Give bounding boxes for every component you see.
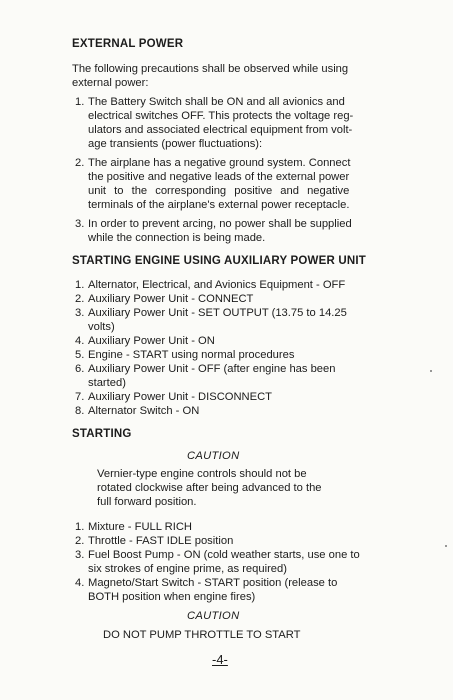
list-number: 5. <box>75 349 85 361</box>
list-item-line: the positive and negative leads of the external power <box>88 171 350 183</box>
scan-speck <box>430 370 432 372</box>
list-item-line: Alternator Switch - ON <box>88 405 200 417</box>
list-number: 4. <box>75 335 85 347</box>
list-item-line: while the connection is being made. <box>88 232 266 244</box>
list-number: 2. <box>75 157 85 169</box>
list-item-line: BOTH position when engine fires) <box>88 591 256 603</box>
list-item-line: Auxiliary Power Unit - OFF (after engine has been <box>88 363 336 375</box>
list-number: 8. <box>75 405 85 417</box>
list-item-line: Mixture - FULL RICH <box>88 521 193 533</box>
caution-label: CAUTION <box>187 610 240 622</box>
caution-text-line: full forward position. <box>97 496 197 508</box>
caution-text-line: Vernier-type engine controls should not be <box>97 468 307 480</box>
list-item-line: six strokes of engine prime, as required) <box>88 563 287 575</box>
list-item-line: Auxiliary Power Unit - SET OUTPUT (13.75 to 14.25 <box>88 307 347 319</box>
list-number: 7. <box>75 391 85 403</box>
list-number: 3. <box>75 549 85 561</box>
list-item-line: Throttle - FAST IDLE position <box>88 535 234 547</box>
list-number: 6. <box>75 363 85 375</box>
list-number: 1. <box>75 521 85 533</box>
intro-line: external power: <box>72 77 149 89</box>
list-item-line: terminals of the airplane's external power receptacle. <box>88 199 350 211</box>
intro-line: The following precautions shall be observed while using <box>72 63 349 75</box>
list-item-line: Alternator, Electrical, and Avionics Equipment - OFF <box>88 279 346 291</box>
list-number: 3. <box>75 218 85 230</box>
list-item-line: unit to the corresponding positive and negative <box>88 185 350 197</box>
list-item-line: Engine - START using normal procedures <box>88 349 295 361</box>
list-item-line: Fuel Boost Pump - ON (cold weather starts, use one to <box>88 549 360 561</box>
list-item-line: The Battery Switch shall be ON and all avionics and <box>88 96 345 108</box>
list-item-line: Auxiliary Power Unit - DISCONNECT <box>88 391 273 403</box>
section-heading-external-power: EXTERNAL POWER <box>72 38 184 50</box>
caution-text-line: rotated clockwise after being advanced to the <box>97 482 322 494</box>
list-item-line: Auxiliary Power Unit - CONNECT <box>88 293 254 305</box>
list-item-line: In order to prevent arcing, no power shall be supplied <box>88 218 352 230</box>
list-item-line: age transients (power fluctuations): <box>88 138 263 150</box>
list-number: 1. <box>75 279 85 291</box>
scan-speck <box>445 545 447 547</box>
list-number: 2. <box>75 535 85 547</box>
list-item-line: Auxiliary Power Unit - ON <box>88 335 215 347</box>
list-number: 4. <box>75 577 85 589</box>
list-number: 1. <box>75 96 85 108</box>
caution-text-line: DO NOT PUMP THROTTLE TO START <box>103 629 301 641</box>
list-item-line: volts) <box>88 321 115 333</box>
list-item-line: ulators and associated electrical equipment from volt- <box>88 124 353 136</box>
section-heading-starting-aux: STARTING ENGINE USING AUXILIARY POWER UNIT <box>72 255 366 267</box>
list-item-line: The airplane has a negative ground system. Connect <box>88 157 351 169</box>
list-item-line: Magneto/Start Switch - START position (release to <box>88 577 338 589</box>
section-heading-starting: STARTING <box>72 428 132 440</box>
list-item-line: electrical switches OFF. This protects the voltage reg- <box>88 110 354 122</box>
list-number: 2. <box>75 293 85 305</box>
page-number: -4- <box>212 652 228 667</box>
caution-label: CAUTION <box>187 450 240 462</box>
list-item-line: started) <box>88 377 126 389</box>
list-number: 3. <box>75 307 85 319</box>
